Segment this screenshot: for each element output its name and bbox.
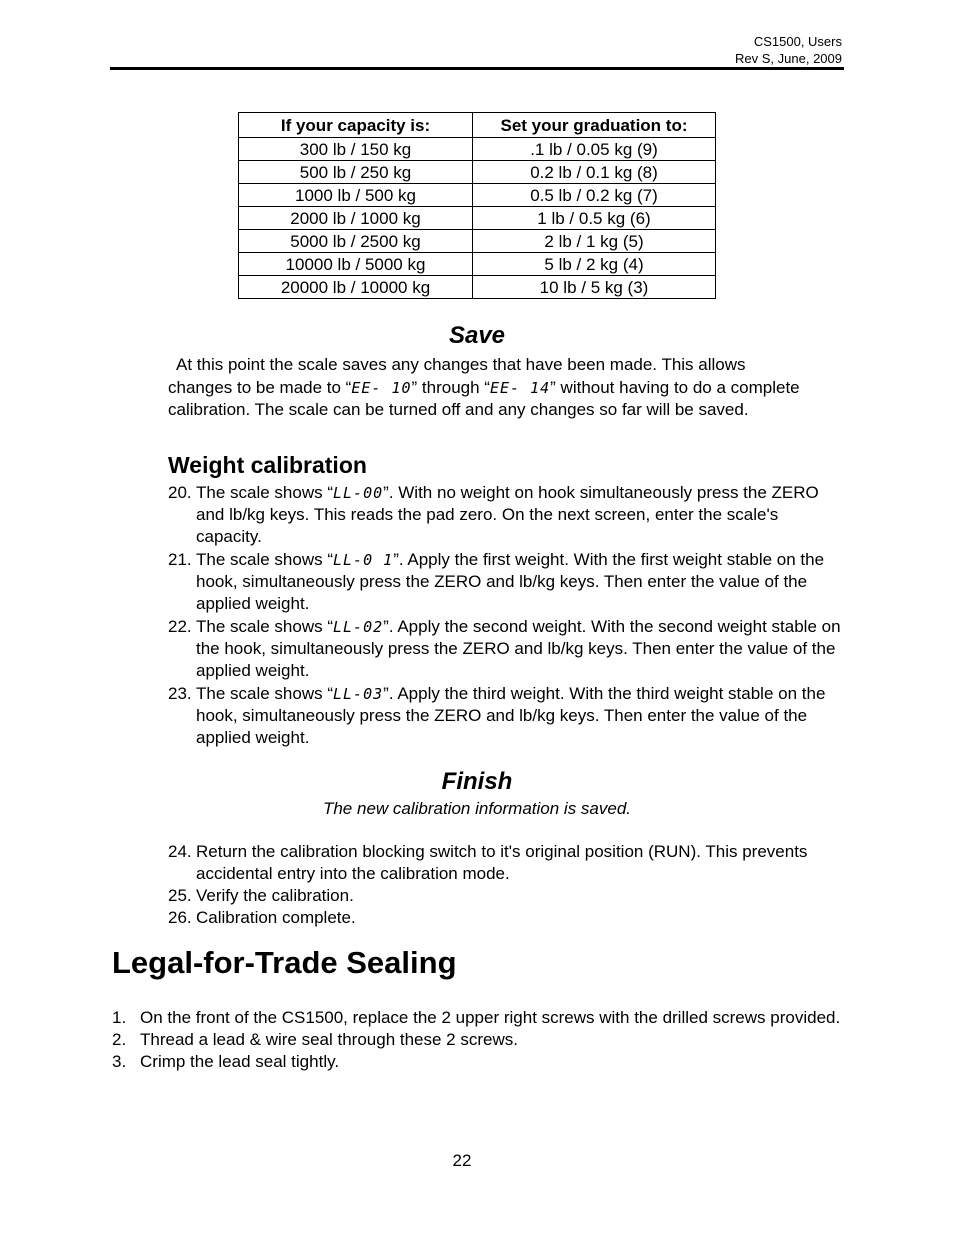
- table-row: [239, 276, 716, 299]
- capacity-cell: 500 lb / 250 kg: [239, 161, 473, 184]
- table-header-row: [239, 113, 716, 138]
- step-text: The scale shows “: [196, 617, 333, 636]
- step-number: 1.: [112, 1008, 127, 1027]
- step-text: ”. Apply the second weight. With the second weight stable on the hook, simultaneously press the ZERO and lb/kg keys. Then enter the value of the applied weight.: [196, 617, 841, 680]
- list-item: [168, 841, 848, 885]
- header-doc-title: CS1500, Users: [753, 34, 842, 49]
- list-item: [168, 482, 848, 548]
- table-row: [239, 230, 716, 253]
- graduation-cell: 10 lb / 5 kg (3): [473, 276, 716, 299]
- save-text: ” through “: [411, 378, 490, 397]
- capacity-cell: 5000 lb / 2500 kg: [239, 230, 473, 253]
- step-text: Crimp the lead seal tightly.: [140, 1052, 340, 1071]
- step-text: Calibration complete.: [196, 908, 356, 927]
- list-item: [112, 1007, 847, 1029]
- column-header-capacity: If your capacity is:: [239, 113, 473, 138]
- step-number: 25.: [168, 886, 192, 905]
- lcd-code: EE- 10: [351, 379, 412, 397]
- list-item: [168, 616, 848, 682]
- step-number: 2.: [112, 1030, 127, 1049]
- step-number: 20.: [168, 483, 192, 502]
- step-text: Thread a lead & wire seal through these 2 screws.: [140, 1030, 518, 1049]
- step-number: 21.: [168, 550, 192, 569]
- capacity-cell: 1000 lb / 500 kg: [239, 184, 473, 207]
- table-row: [239, 184, 716, 207]
- graduation-cell: 1 lb / 0.5 kg (6): [473, 207, 716, 230]
- graduation-cell: 2 lb / 1 kg (5): [473, 230, 716, 253]
- lcd-code: LL-00: [333, 484, 384, 502]
- graduation-cell: .1 lb / 0.05 kg (9): [473, 138, 716, 161]
- lcd-code: EE- 14: [489, 379, 551, 397]
- save-heading: Save: [448, 322, 506, 349]
- step-number: 22.: [168, 617, 192, 636]
- list-item: [168, 885, 848, 907]
- weight-calibration-heading: Weight calibration: [168, 452, 367, 478]
- save-text: changes to be made to “: [168, 378, 352, 397]
- step-text: Return the calibration blocking switch to it's original position (RUN). This prevents accidental entry into the calibration mode.: [196, 842, 808, 883]
- capacity-cell: 300 lb / 150 kg: [239, 138, 473, 161]
- step-text: ”. With no weight on hook simultaneously press the ZERO and lb/kg keys. This reads the pad zero. On the next screen, enter the scale's capacity.: [196, 483, 819, 546]
- header-revision: Rev S, June, 2009: [735, 51, 842, 66]
- list-item: [168, 549, 848, 615]
- table-row: [239, 253, 716, 276]
- step-text: The scale shows “: [196, 684, 333, 703]
- sealing-steps: [112, 1007, 847, 1073]
- step-text: On the front of the CS1500, replace the 2 upper right screws with the drilled screws provided.: [140, 1008, 841, 1027]
- capacity-cell: 20000 lb / 10000 kg: [239, 276, 473, 299]
- table-row: [239, 138, 716, 161]
- lcd-code: LL-03: [333, 685, 384, 703]
- lcd-code: LL-02: [333, 618, 384, 636]
- finish-subtitle: The new calibration information is saved.: [322, 799, 632, 818]
- save-text: ” without having to do a complete: [550, 378, 800, 397]
- page-header: [735, 33, 842, 67]
- list-item: [168, 683, 848, 749]
- page-number: 22: [452, 1151, 472, 1170]
- step-number: 26.: [168, 908, 192, 927]
- step-number: 24.: [168, 842, 192, 861]
- save-line-3: calibration. The scale can be turned off and any changes so far will be saved.: [168, 400, 749, 419]
- list-item: [112, 1051, 847, 1073]
- table-row: [239, 161, 716, 184]
- header-rule: [110, 67, 844, 70]
- step-number: 23.: [168, 684, 192, 703]
- step-number: 3.: [112, 1052, 127, 1071]
- column-header-graduation: Set your graduation to:: [473, 113, 716, 138]
- step-text: The scale shows “: [196, 483, 333, 502]
- weight-calibration-steps: [168, 482, 848, 749]
- table-row: [239, 207, 716, 230]
- list-item: [168, 907, 848, 929]
- finish-heading: Finish: [441, 768, 513, 795]
- graduation-table: [238, 112, 716, 299]
- legal-for-trade-heading: Legal-for-Trade Sealing: [112, 945, 457, 980]
- list-item: [112, 1029, 847, 1051]
- capacity-cell: 10000 lb / 5000 kg: [239, 253, 473, 276]
- save-line-1: At this point the scale saves any changes that have been made. This allows: [176, 355, 746, 374]
- graduation-cell: 0.5 lb / 0.2 kg (7): [473, 184, 716, 207]
- step-text: Verify the calibration.: [196, 886, 354, 905]
- capacity-cell: 2000 lb / 1000 kg: [239, 207, 473, 230]
- step-text: The scale shows “: [196, 550, 333, 569]
- save-line-2: [168, 377, 800, 399]
- finish-steps: [168, 841, 848, 929]
- step-text: ”. Apply the third weight. With the third weight stable on the hook, simultaneously press the ZERO and lb/kg keys. Then enter the value of the applied weight.: [196, 684, 826, 747]
- graduation-cell: 5 lb / 2 kg (4): [473, 253, 716, 276]
- lcd-code: LL-0 1: [333, 551, 394, 569]
- step-text: ”. Apply the first weight. With the first weight stable on the hook, simultaneously press the ZERO and lb/kg keys. Then enter the value of the applied weight.: [196, 550, 825, 613]
- graduation-cell: 0.2 lb / 0.1 kg (8): [473, 161, 716, 184]
